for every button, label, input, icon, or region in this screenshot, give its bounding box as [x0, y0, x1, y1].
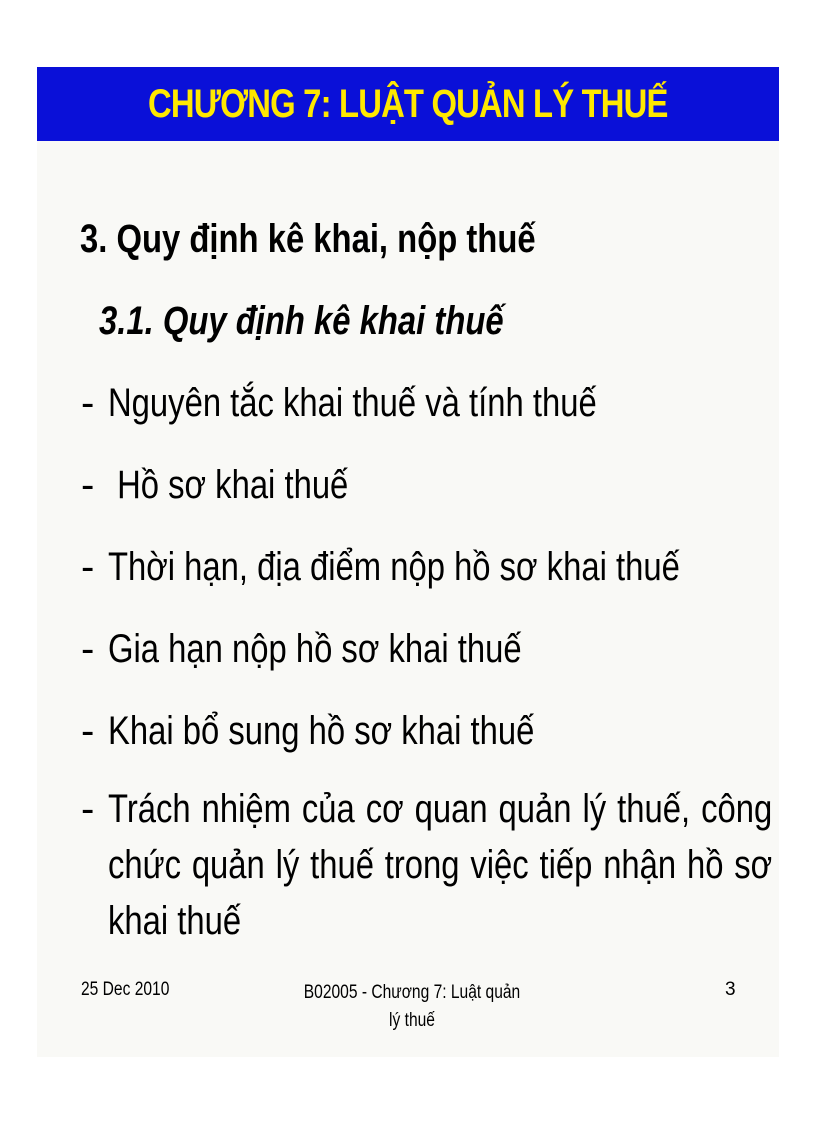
bullet-item: [81, 707, 761, 755]
bullet-item: [81, 461, 761, 509]
bullet-marker: -: [81, 381, 95, 425]
bullet-item: [81, 625, 761, 673]
bullet-text: Khai bổ sung hồ sơ khai thuế: [108, 709, 535, 753]
bullet-marker: -: [81, 709, 95, 753]
slide: [37, 67, 779, 1057]
title-bar: [37, 67, 779, 141]
bullet-text: Trách nhiệm của cơ quan quản lý thuế, công chức quản lý thuế trong việc tiếp nhận hồ sơ khai thuế: [108, 787, 773, 943]
bullet-item: [81, 781, 773, 949]
subsection-heading: 3.1. Quy định kê khai thuế: [99, 299, 504, 343]
bullet-marker: -: [81, 545, 95, 589]
page-number: 3: [725, 979, 736, 1000]
bullet-text: Gia hạn nộp hồ sơ khai thuế: [108, 627, 522, 671]
bullet-item: [81, 543, 761, 591]
bullet-text: Thời hạn, địa điểm nộp hồ sơ khai thuế: [108, 545, 680, 589]
bullet-list: [81, 379, 773, 983]
bullet-marker: -: [81, 463, 95, 507]
bullet-text: Nguyên tắc khai thuế và tính thuế: [108, 381, 597, 425]
footer-date: 25 Dec 2010: [81, 979, 170, 1000]
bullet-text: Hồ sơ khai thuế: [108, 463, 349, 507]
slide-title: CHƯƠNG 7: LUẬT QUẢN LÝ THUẾ: [148, 81, 668, 126]
footer-course-title: B02005 - Chương 7: Luật quản lý thuế: [303, 982, 521, 1031]
bullet-marker: -: [81, 627, 95, 671]
bullet-item: [81, 379, 761, 427]
section-heading: 3. Quy định kê khai, nộp thuế: [80, 217, 536, 261]
bullet-marker: -: [81, 787, 95, 831]
